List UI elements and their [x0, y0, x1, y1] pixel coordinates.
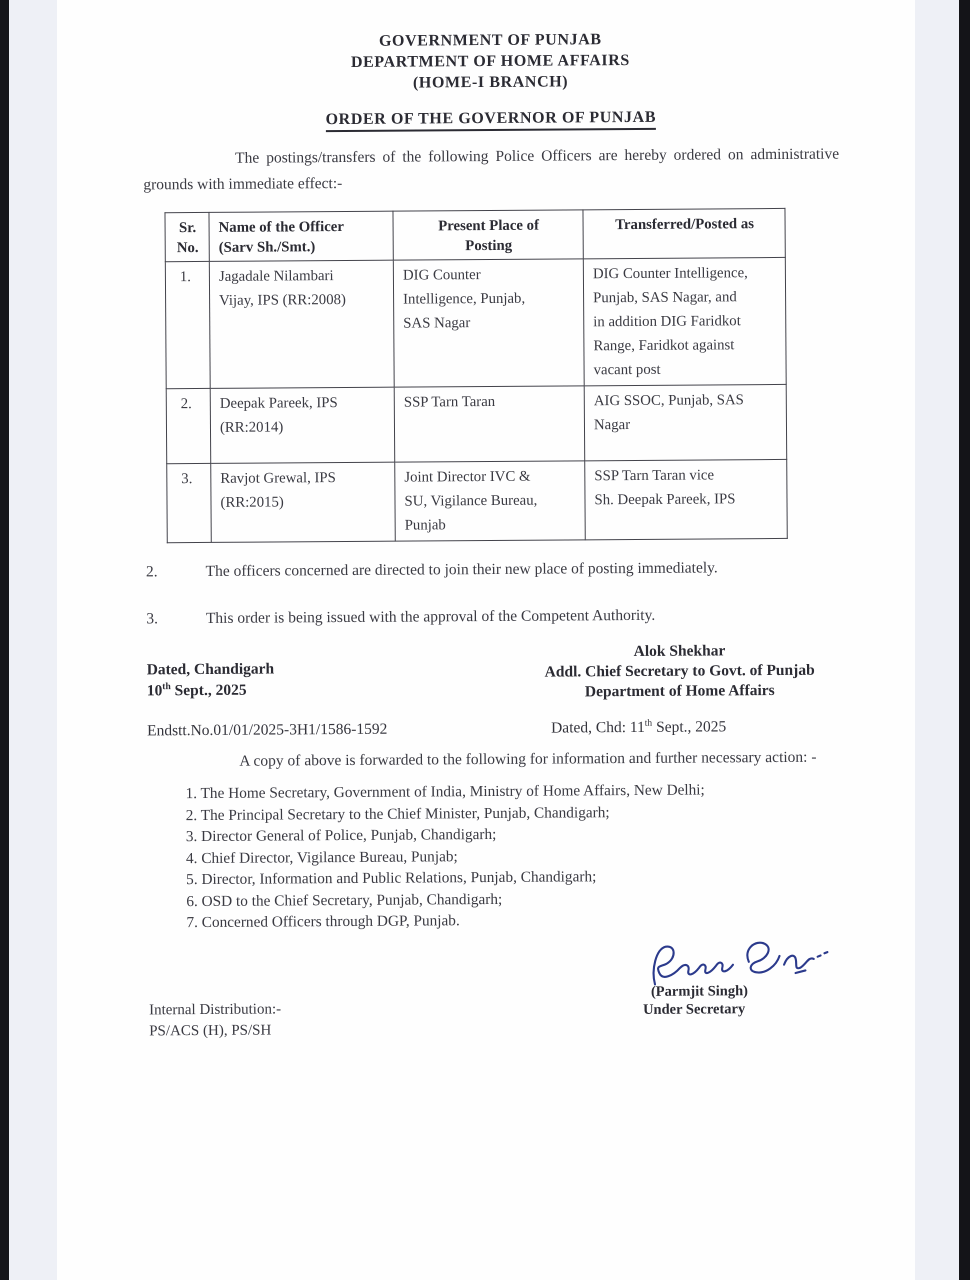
date-ordinal-suffix: th — [644, 718, 653, 729]
endorsement-date: Dated, Chd: 11th Sept., 2025 — [551, 718, 727, 737]
scan-edge-left — [0, 0, 9, 1280]
row1-officer: Jagadale Nilambari Vijay, IPS (RR:2008) — [209, 260, 394, 388]
internal-distribution-block — [149, 999, 281, 1042]
table-header-row — [165, 208, 785, 261]
signatory-department: Department of Home Affairs — [584, 682, 775, 701]
paragraph-2-number: 2. — [145, 563, 158, 581]
scan-gutter-left — [9, 0, 57, 1280]
signer-name: (Parmjit Singh) — [650, 982, 749, 1000]
signatory-name: Alok Shekhar — [633, 642, 726, 660]
row3-present: Joint Director IVC & SU, Vigilance Bureau, Punjab — [395, 461, 586, 541]
row2-present: SSP Tarn Taran — [394, 386, 585, 462]
internal-distribution-label: Internal Distribution:- — [148, 1000, 282, 1018]
document-page — [57, 0, 915, 1280]
internal-distribution-value: PS/ACS (H), PS/SH — [149, 1022, 272, 1039]
signatory-designation: Addl. Chief Secretary to Govt. of Punjab — [544, 661, 815, 681]
header-department: DEPARTMENT OF HOME AFFAIRS — [350, 51, 630, 71]
header-branch: (HOME-I BRANCH) — [412, 73, 569, 92]
cc-item-4: 4. Chief Director, Vigilance Bureau, Punjab; — [185, 847, 458, 867]
paragraph-3 — [146, 601, 842, 633]
row2-sr: 2. — [166, 388, 211, 463]
signer-title: Under Secretary — [642, 1000, 746, 1018]
signature-block — [643, 933, 844, 1018]
cc-item-6: 6. OSD to the Chief Secretary, Punjab, Chandigarh; — [186, 890, 503, 910]
forward-paragraph: A copy of above is forwarded to the following for information and further necessary action: - — [239, 748, 817, 770]
transfer-table — [164, 208, 787, 543]
row2-officer: Deepak Pareek, IPS (RR:2014) — [210, 387, 395, 463]
cc-item-7: 7. Concerned Officers through DGP, Punjab. — [186, 912, 460, 932]
endorsement-number: Endstt.No.01/01/2025-3H1/1586-1592 — [147, 720, 388, 740]
cc-item-2: 2. The Principal Secretary to the Chief Minister, Punjab, Chandigarh; — [185, 803, 610, 824]
paragraph-3-text: This order is being issued with the approval of the Competent Authority. — [205, 606, 656, 627]
dated-place-block — [147, 658, 275, 701]
row1-present: DIG Counter Intelligence, Punjab, SAS Nagar — [393, 259, 584, 387]
paragraph-2 — [146, 554, 842, 586]
row1-transferred: DIG Counter Intelligence, Punjab, SAS Nagar, and in addition DIG Faridkot Range, Faridkot against vacant post — [583, 257, 786, 385]
cc-list — [185, 779, 844, 934]
row3-sr: 3. — [167, 463, 212, 542]
table-row — [166, 384, 787, 463]
table-row — [167, 459, 788, 542]
signatory-block — [544, 641, 815, 703]
header-government: GOVERNMENT OF PUNJAB — [378, 31, 602, 50]
row3-transferred: SSP Tarn Taran vice Sh. Deepak Pareek, IPS — [585, 459, 788, 539]
col-header-sr-no: Sr. No. — [165, 212, 209, 261]
document-header — [142, 28, 838, 96]
scan-gutter-right — [915, 0, 959, 1280]
date-ordinal-suffix: th — [162, 682, 171, 693]
col-header-officer-name: Name of the Officer (Sarv Sh./Smt.) — [209, 211, 393, 261]
handwritten-signature-icon — [645, 928, 836, 991]
intro-paragraph: The postings/transfers of the following Police Officers are hereby ordered on administrative grounds with immediate effect:- — [143, 145, 840, 194]
col-header-present-posting: Present Place of Posting — [393, 210, 583, 260]
dated-date: 10th Sept., 2025 — [146, 681, 247, 700]
order-title: ORDER OF THE GOVERNOR OF PUNJAB — [326, 109, 657, 132]
row3-officer: Ravjot Grewal, IPS (RR:2015) — [211, 462, 396, 542]
row2-transferred: AIG SSOC, Punjab, SAS Nagar — [584, 384, 787, 460]
row1-sr: 1. — [165, 261, 210, 388]
endorsement-row — [147, 718, 843, 741]
scan-edge-right — [959, 0, 970, 1280]
cc-item-5: 5. Director, Information and Public Relations, Punjab, Chandigarh; — [186, 868, 597, 889]
table-row — [165, 257, 786, 388]
paragraph-3-number: 3. — [146, 610, 158, 628]
cc-item-3: 3. Director General of Police, Punjab, Chandigarh; — [185, 825, 497, 846]
paragraph-2-text: The officers concerned are directed to join their new place of posting immediately. — [205, 559, 718, 580]
dated-place: Dated, Chandigarh — [146, 660, 275, 679]
col-header-transferred: Transferred/Posted as — [583, 208, 785, 258]
cc-item-1: 1. The Home Secretary, Government of India, Ministry of Home Affairs, New Delhi; — [185, 781, 705, 803]
